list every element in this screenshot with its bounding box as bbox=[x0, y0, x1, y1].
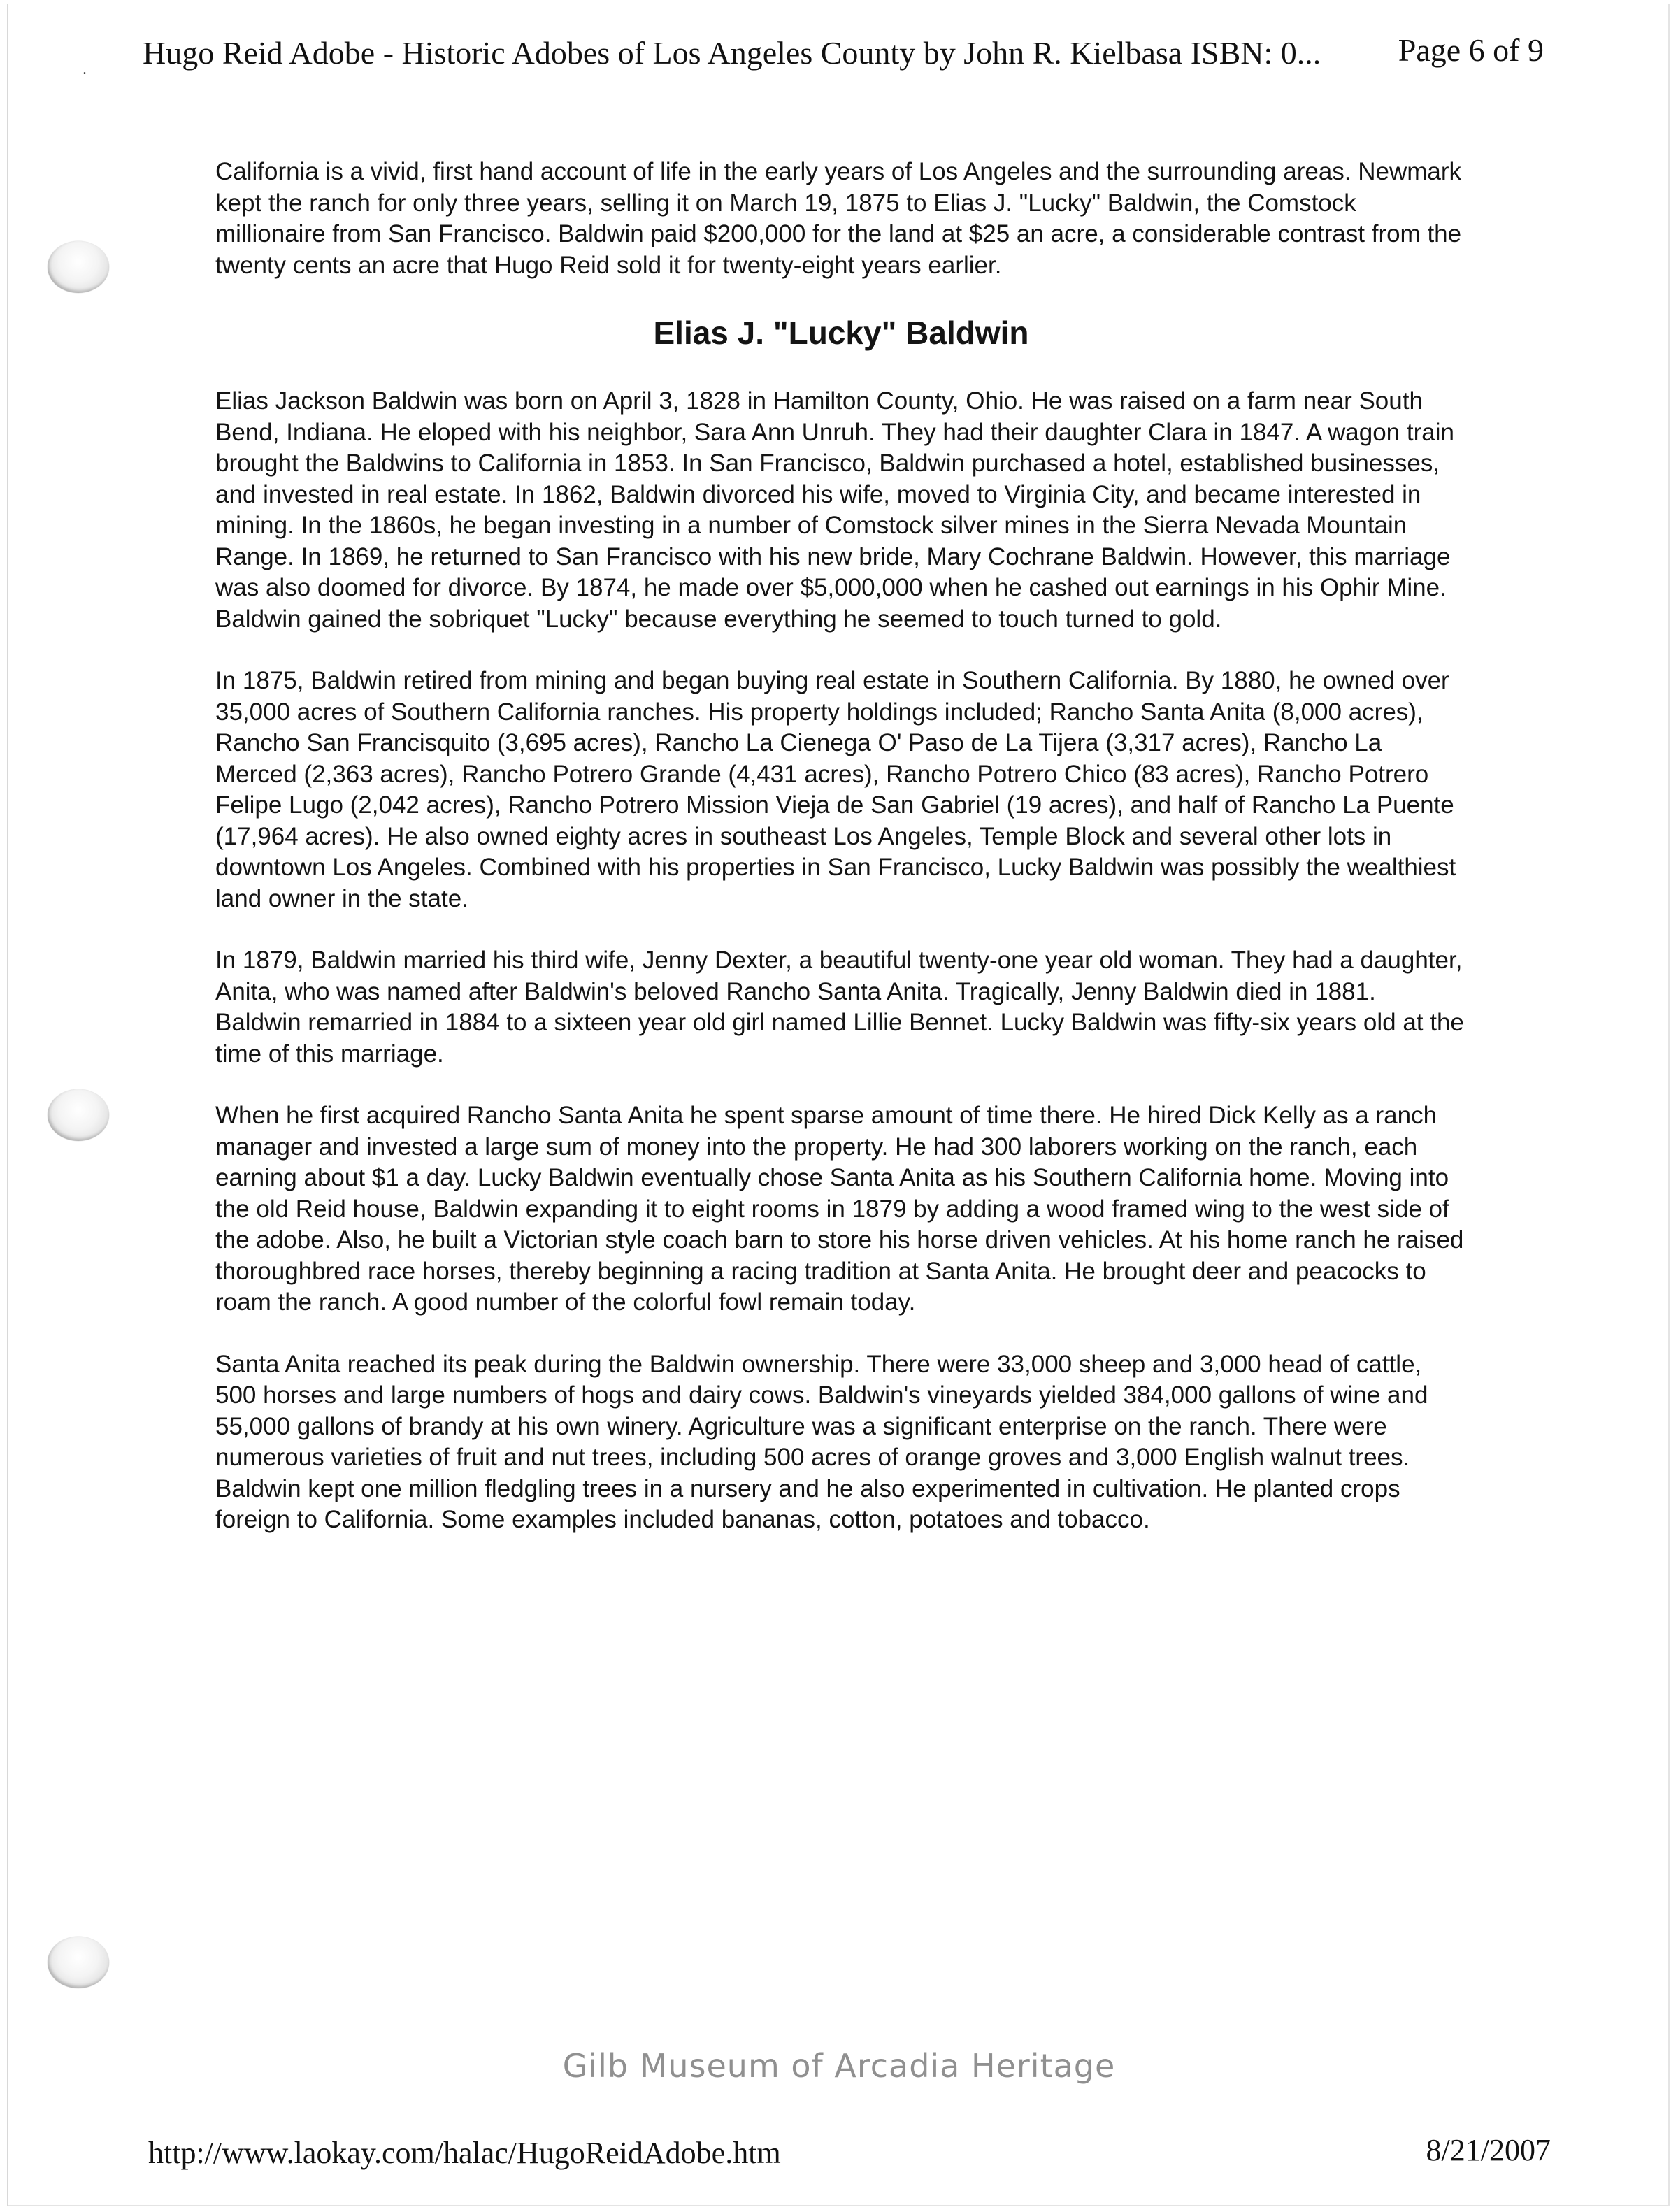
intro-paragraph: California is a vivid, first hand account of life in the early years of Los Angeles and the surrounding areas. Newmark kept the ranch for only three years, selling it on March 19, 1875 to Elias J. "Lucky" Baldwin, the Comstock millionaire from San Francisco. Baldwin paid $200,000 for the land at $25 an acre, a considerable contrast from the twenty cents an acre that Hugo Reid sold it for twenty-eight years earlier. bbox=[215, 158, 1462, 279]
paragraph-ranch-peak: Santa Anita reached its peak during the Baldwin ownership. There were 33,000 sheep and 3,000 head of cattle, 500 horses and large numbers of hogs and dairy cows. Baldwin's vineyards yielded 384,000 gallons of wine and 55,000 gallons of brandy at his own winery. Agriculture was a significant enterprise on the ranch. There were numerous varieties of fruit and nut trees, including 500 acres of orange groves and 3,000 English walnut trees. Baldwin kept one million fledgling trees in a nursery and he also experimented in cultivation. He planted crops foreign to California. Some examples included bananas, cotton, potatoes and tobacco. bbox=[215, 1350, 1428, 1533]
binder-hole bbox=[48, 1089, 109, 1141]
print-date: 8/21/2007 bbox=[1426, 2133, 1551, 2167]
binder-hole bbox=[48, 241, 109, 293]
paragraph-santa-anita-home: When he first acquired Rancho Santa Anita he spent sparse amount of time there. He hired Dick Kelly as a ranch manager and invested a large sum of money into the property. He had 300 laborers working on the ranch, each earning about $1 a day. Lucky Baldwin eventually chose Santa Anita as his Southern California home. Moving into the old Reid house, Baldwin expanding it to eight rooms in 1879 by adding a wood framed wing to the west side of the adobe. Also, he built a Victorian style coach barn to store his horse driven vehicles. At his home ranch he raised thoroughbred race horses, thereby beginning a racing tradition at Santa Anita. He brought deer and peacocks to roam the ranch. A good number of the colorful fowl remain today. bbox=[215, 1102, 1464, 1316]
section-heading: Elias J. "Lucky" Baldwin bbox=[653, 315, 1029, 351]
source-url: http://www.laokay.com/halac/HugoReidAdobe.htm bbox=[148, 2136, 781, 2170]
paragraph-marriages: In 1879, Baldwin married his third wife, Jenny Dexter, a beautiful twenty-one year old woman. They had a daughter, Anita, who was named after Baldwin's beloved Rancho Santa Anita. Tragically, Jenny Baldwin died in 1881. Baldwin remarried in 1884 to a sixteen year old girl named Lillie Bennet. Lucky Baldwin was fifty-six years old at the time of this marriage. bbox=[215, 947, 1464, 1068]
scan-speck: . bbox=[83, 60, 87, 78]
page-indicator: Page 6 of 9 bbox=[1398, 32, 1544, 68]
paragraph-birth-and-early-life: Elias Jackson Baldwin was born on April 3, 1828 in Hamilton County, Ohio. He was raised on a farm near South Bend, Indiana. He eloped with his neighbor, Sara Ann Unruh. They had their daughter Clara in 1847. A wagon train brought the Baldwins to California in 1853. In San Francisco, Baldwin purchased a hotel, established businesses, and invested in real estate. In 1862, Baldwin divorced his wife, moved to Virginia City, and became interested in mining. In the 1860s, he began investing in a number of Comstock silver mines in the Sierra Nevada Mountain Range. In 1869, he returned to San Francisco with his new bride, Mary Cochrane Baldwin. However, this marriage was also doomed for divorce. By 1874, he made over $5,000,000 when he cashed out earnings in his Ophir Mine. Baldwin gained the sobriquet "Lucky" because everything he seemed to touch turned to gold. bbox=[215, 387, 1454, 633]
binder-hole bbox=[48, 1937, 109, 1988]
museum-watermark: Gilb Museum of Arcadia Heritage bbox=[562, 2047, 1116, 2085]
header-title: Hugo Reid Adobe - Historic Adobes of Los Angeles County by John R. Kielbasa ISBN: 0... bbox=[143, 35, 1321, 71]
paragraph-land-holdings: In 1875, Baldwin retired from mining and began buying real estate in Southern California. By 1880, he owned over 35,000 acres of Southern California ranches. His property holdings included; Rancho Santa Anita (8,000 acres), Rancho San Francisquito (3,695 acres), Rancho La Cienega O' Paso de La Tijera (3,317 acres), Rancho La Merced (2,363 acres), Rancho Potrero Grande (4,431 acres), Rancho Potrero Chico (83 acres), Rancho Potrero Felipe Lugo (2,042 acres), Rancho Potrero Mission Vieja de San Gabriel (19 acres), and half of Rancho La Puente (17,964 acres). He also owned eighty acres in southeast Los Angeles, Temple Block and several other lots in downtown Los Angeles. Combined with his properties in San Francisco, Lucky Baldwin was possibly the wealthiest land owner in the state. bbox=[215, 667, 1456, 912]
article-body bbox=[215, 157, 1467, 1567]
